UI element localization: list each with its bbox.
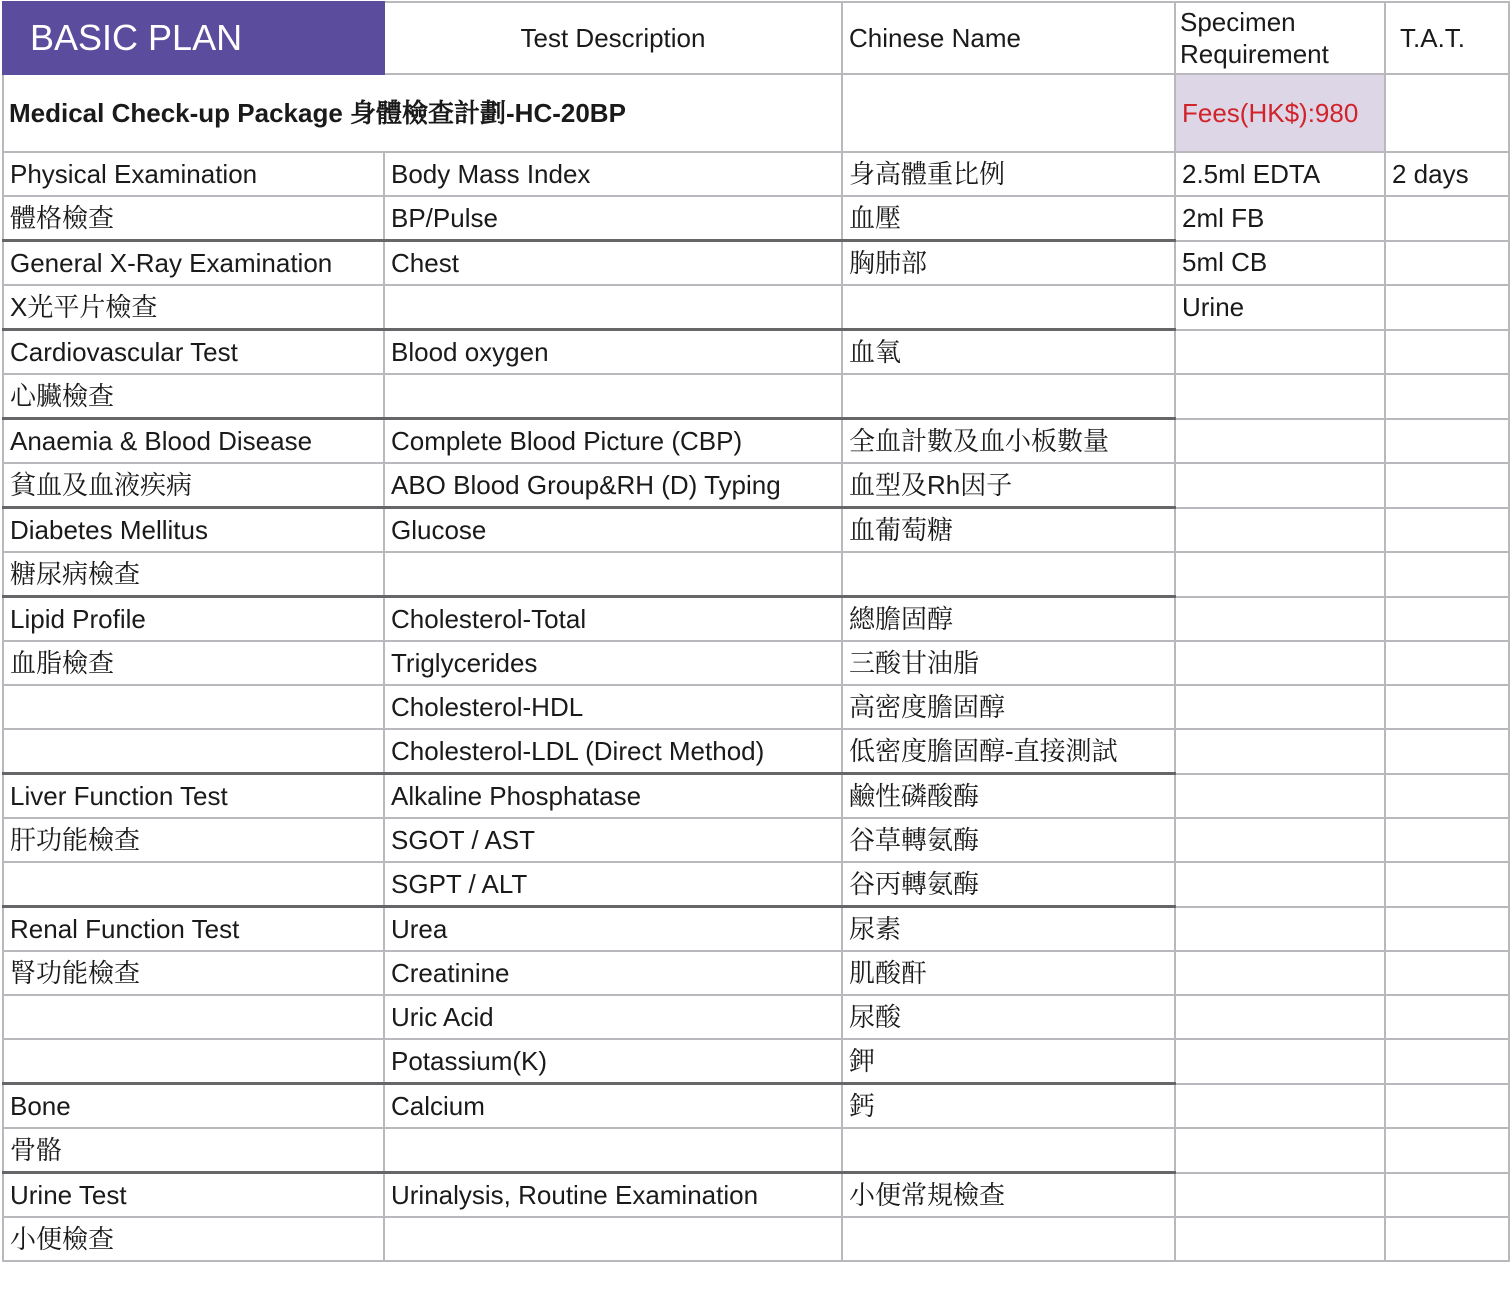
tat-cell: 2 days [1385,152,1509,196]
chinese-name-cell: 血壓 [842,196,1175,241]
tat-cell [1385,330,1509,375]
test-description-cell: Chest [384,241,842,286]
specimen-cell [1175,774,1385,819]
test-description-cell: Cholesterol-Total [384,597,842,642]
basic-plan-sheet [2,1,1510,1311]
specimen-cell [1175,330,1385,375]
category-cell: 骨骼 [3,1128,384,1173]
table-row [3,774,1509,819]
header-specimen: Specimen Requirement [1175,2,1385,74]
chinese-name-cell: 谷丙轉氨酶 [842,862,1175,907]
specimen-cell: Urine [1175,285,1385,330]
specimen-cell [1175,1128,1385,1173]
category-cell: Physical Examination [3,152,384,196]
tat-cell [1385,196,1509,241]
table-row [3,1173,1509,1218]
test-description-cell [384,374,842,419]
chinese-name-cell: 血型及Rh因子 [842,463,1175,508]
table-row [3,1084,1509,1129]
category-cell [3,1039,384,1084]
table-row [3,241,1509,286]
specimen-cell [1175,1039,1385,1084]
specimen-cell: 2.5ml EDTA [1175,152,1385,196]
table-row [3,818,1509,862]
chinese-name-cell: 全血計數及血小板數量 [842,419,1175,464]
chinese-name-cell: 鹼性磷酸酶 [842,774,1175,819]
header-test-description: Test Description [384,2,842,74]
test-description-cell [384,285,842,330]
table-row [3,1039,1509,1084]
specimen-cell [1175,597,1385,642]
table-row [3,729,1509,774]
tat-cell [1385,552,1509,597]
header-chinese-name: Chinese Name [842,2,1175,74]
test-description-cell: Urinalysis, Routine Examination [384,1173,842,1218]
specimen-cell [1175,419,1385,464]
table-row [3,374,1509,419]
table-row [3,995,1509,1039]
category-cell: 貧血及血液疾病 [3,463,384,508]
category-cell: Diabetes Mellitus [3,508,384,553]
category-cell: Liver Function Test [3,774,384,819]
package-title: Medical Check-up Package 身體檢查計劃-HC-20BP [3,74,842,152]
test-description-cell: Glucose [384,508,842,553]
header-row [3,2,1509,74]
tat-cell [1385,463,1509,508]
category-cell: 肝功能檢查 [3,818,384,862]
table-row [3,1217,1509,1261]
specimen-cell [1175,818,1385,862]
tat-cell [1385,774,1509,819]
chinese-name-cell: 鈣 [842,1084,1175,1129]
category-cell [3,729,384,774]
test-description-cell: BP/Pulse [384,196,842,241]
tat-cell [1385,508,1509,553]
category-cell: Anaemia & Blood Disease [3,419,384,464]
category-cell: 腎功能檢查 [3,951,384,995]
table-row [3,1128,1509,1173]
test-description-cell [384,1217,842,1261]
table-row [3,330,1509,375]
test-table [2,1,1510,1262]
tat-cell [1385,374,1509,419]
category-cell [3,685,384,729]
test-description-cell: ABO Blood Group&RH (D) Typing [384,463,842,508]
category-cell: 心臟檢查 [3,374,384,419]
table-row [3,463,1509,508]
specimen-cell: 2ml FB [1175,196,1385,241]
chinese-name-cell: 小便常規檢查 [842,1173,1175,1218]
specimen-cell [1175,552,1385,597]
tat-cell [1385,729,1509,774]
test-description-cell [384,1128,842,1173]
category-cell: 小便檢查 [3,1217,384,1261]
test-description-cell: SGOT / AST [384,818,842,862]
fees-badge: Fees(HK$):980 [1175,74,1385,152]
category-cell: Urine Test [3,1173,384,1218]
test-description-cell: Urea [384,907,842,952]
test-description-cell: Calcium [384,1084,842,1129]
test-description-cell: Alkaline Phosphatase [384,774,842,819]
table-row [3,508,1509,553]
chinese-name-cell [842,552,1175,597]
specimen-cell [1175,995,1385,1039]
header-tat: T.A.T. [1385,2,1509,74]
test-description-cell [384,552,842,597]
table-row [3,862,1509,907]
specimen-cell [1175,463,1385,508]
chinese-name-cell: 尿酸 [842,995,1175,1039]
chinese-name-cell [842,285,1175,330]
plan-title: BASIC PLAN [3,2,384,74]
table-row [3,951,1509,995]
tat-cell [1385,1173,1509,1218]
tat-cell [1385,641,1509,685]
table-row [3,419,1509,464]
table-row [3,152,1509,196]
tat-cell [1385,685,1509,729]
test-description-cell: Cholesterol-HDL [384,685,842,729]
category-cell [3,995,384,1039]
tat-cell [1385,241,1509,286]
test-description-cell: Creatinine [384,951,842,995]
specimen-cell [1175,508,1385,553]
test-description-cell: Blood oxygen [384,330,842,375]
specimen-cell [1175,1084,1385,1129]
test-description-cell: Body Mass Index [384,152,842,196]
chinese-name-cell: 總膽固醇 [842,597,1175,642]
specimen-cell [1175,1173,1385,1218]
tat-cell [1385,907,1509,952]
package-row [3,74,1509,152]
table-row [3,685,1509,729]
chinese-name-cell [842,1217,1175,1261]
test-description-cell: SGPT / ALT [384,862,842,907]
category-cell: 體格檢查 [3,196,384,241]
table-row [3,641,1509,685]
tat-cell [1385,818,1509,862]
package-empty-cell [842,74,1175,152]
chinese-name-cell: 肌酸酐 [842,951,1175,995]
tat-cell [1385,1128,1509,1173]
specimen-cell [1175,907,1385,952]
specimen-cell [1175,729,1385,774]
chinese-name-cell: 高密度膽固醇 [842,685,1175,729]
specimen-cell [1175,374,1385,419]
specimen-cell [1175,951,1385,995]
category-cell: Lipid Profile [3,597,384,642]
chinese-name-cell: 胸肺部 [842,241,1175,286]
category-cell: General X-Ray Examination [3,241,384,286]
category-cell: Bone [3,1084,384,1129]
chinese-name-cell: 三酸甘油脂 [842,641,1175,685]
chinese-name-cell [842,1128,1175,1173]
table-row [3,907,1509,952]
tat-cell [1385,995,1509,1039]
tat-cell [1385,597,1509,642]
specimen-cell [1175,862,1385,907]
chinese-name-cell: 尿素 [842,907,1175,952]
test-description-cell: Complete Blood Picture (CBP) [384,419,842,464]
category-cell: Renal Function Test [3,907,384,952]
test-description-cell: Triglycerides [384,641,842,685]
table-row [3,196,1509,241]
category-cell [3,862,384,907]
chinese-name-cell: 鉀 [842,1039,1175,1084]
test-description-cell: Potassium(K) [384,1039,842,1084]
category-cell: 血脂檢查 [3,641,384,685]
tat-cell [1385,285,1509,330]
chinese-name-cell: 血葡萄糖 [842,508,1175,553]
chinese-name-cell: 身高體重比例 [842,152,1175,196]
specimen-cell: 5ml CB [1175,241,1385,286]
tat-cell [1385,1084,1509,1129]
chinese-name-cell: 谷草轉氨酶 [842,818,1175,862]
tat-cell [1385,862,1509,907]
chinese-name-cell [842,374,1175,419]
category-cell: X光平片檢查 [3,285,384,330]
table-row [3,597,1509,642]
category-cell: 糖尿病檢查 [3,552,384,597]
table-row [3,285,1509,330]
test-description-cell: Cholesterol-LDL (Direct Method) [384,729,842,774]
specimen-cell [1175,685,1385,729]
chinese-name-cell: 血氧 [842,330,1175,375]
tat-cell [1385,951,1509,995]
specimen-cell [1175,1217,1385,1261]
package-empty-tat [1385,74,1509,152]
test-description-cell: Uric Acid [384,995,842,1039]
tat-cell [1385,419,1509,464]
tat-cell [1385,1039,1509,1084]
tat-cell [1385,1217,1509,1261]
table-row [3,552,1509,597]
specimen-cell [1175,641,1385,685]
chinese-name-cell: 低密度膽固醇-直接測試 [842,729,1175,774]
category-cell: Cardiovascular Test [3,330,384,375]
